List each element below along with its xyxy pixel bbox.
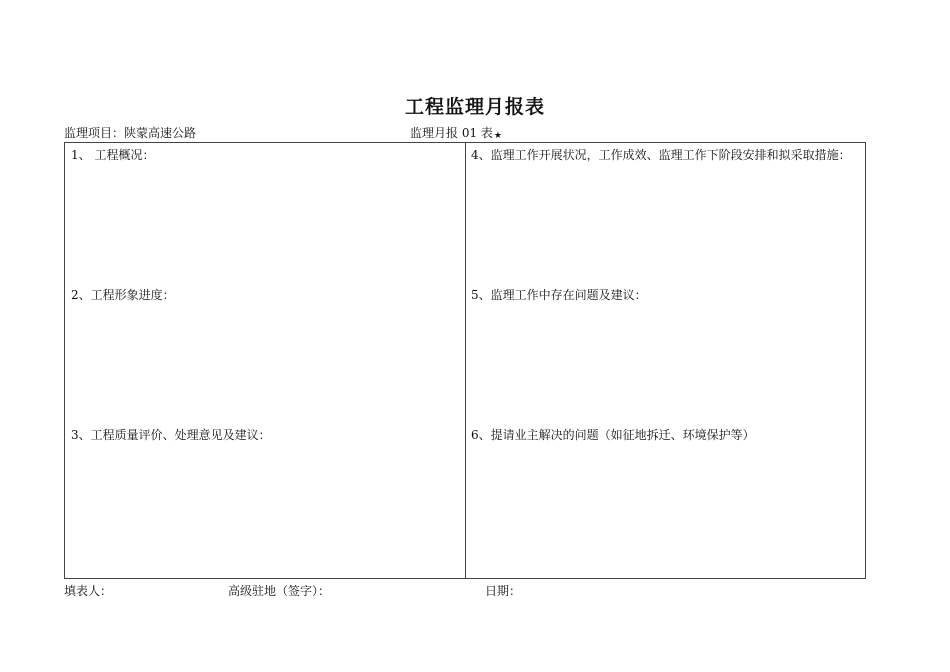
project-label: 监理项目：: [64, 126, 125, 140]
section-quality-evaluation: 3、工程质量评价、处理意见及建议：: [71, 428, 271, 442]
star-icon: ★: [493, 131, 502, 141]
section-problems-suggestions: 5、监理工作中存在问题及建议：: [471, 288, 647, 302]
form-title: 工程监理月报表: [404, 96, 545, 118]
project-info: [64, 124, 196, 141]
form-code-text: 监理月报 01 表: [410, 126, 493, 140]
report-table: [64, 142, 866, 579]
form-code: [410, 124, 502, 141]
filler-label: 填表人：: [64, 584, 113, 598]
station-signature-label: 高级驻地（签字）：: [228, 584, 331, 598]
section-supervision-work: 4、监理工作开展状况，工作成效、监理工作下阶段安排和拟采取措施：: [471, 148, 851, 162]
section-owner-issues: 6、提请业主解决的问题（如征地拆迁、环境保护等）: [471, 428, 755, 442]
date-label: 日期：: [485, 584, 522, 598]
section-project-overview: 1、 工程概况：: [71, 148, 155, 162]
column-divider: [465, 143, 466, 578]
project-name: 陕蒙高速公路: [124, 126, 197, 140]
section-progress: 2、工程形象进度：: [71, 288, 175, 302]
